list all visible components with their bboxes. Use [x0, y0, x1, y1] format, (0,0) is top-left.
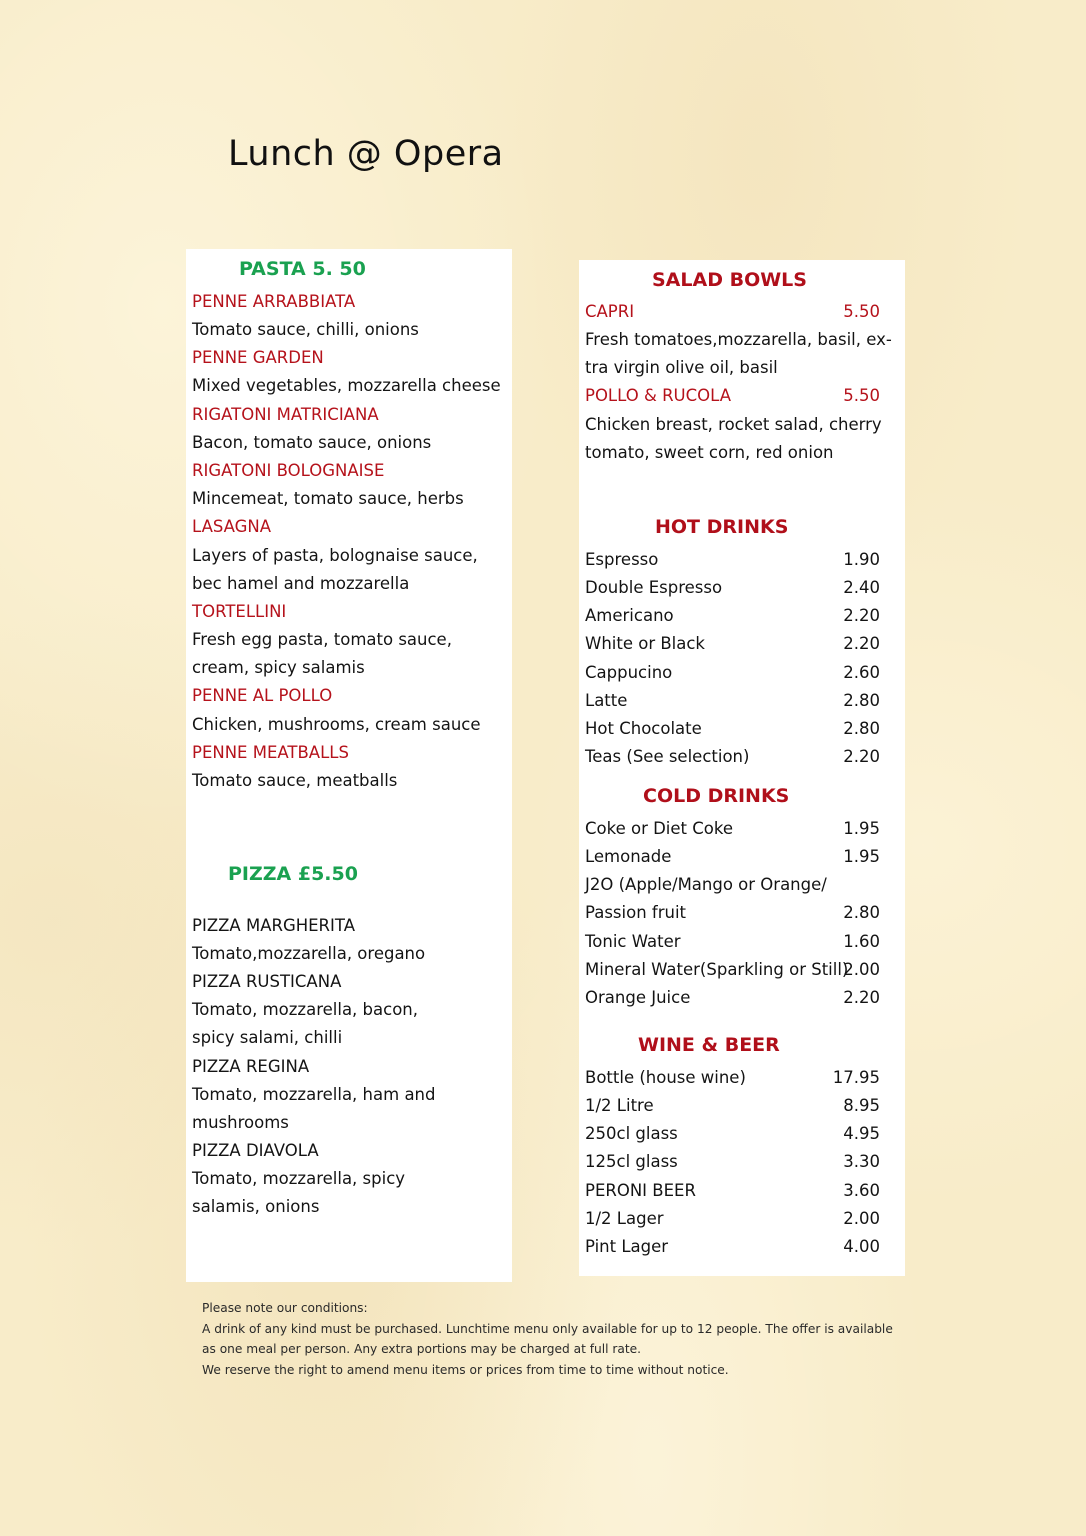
- hot-drink-price: 2.20: [843, 634, 880, 653]
- wine-beer-price: 8.95: [843, 1096, 880, 1115]
- hot-drink-price: 2.80: [843, 691, 880, 710]
- notes-line: A drink of any kind must be purchased. Lunchtime menu only available for up to 12 people. The offer is available: [202, 1321, 893, 1336]
- pasta-item-desc: Tomato sauce, meatballs: [192, 771, 398, 790]
- cold-drink-name: Coke or Diet Coke: [585, 819, 733, 838]
- hot-drink-price: 2.20: [843, 606, 880, 625]
- notes-line: We reserve the right to amend menu items or prices from time to time without notice.: [202, 1362, 729, 1377]
- pizza-item-name: PIZZA DIAVOLA: [192, 1141, 319, 1160]
- pasta-heading: PASTA 5. 50: [239, 258, 366, 280]
- wine-beer-price: 4.95: [843, 1124, 880, 1143]
- page-title: Lunch @ Opera: [228, 134, 504, 174]
- cold-drink-name: Lemonade: [585, 847, 672, 866]
- hot-drink-price: 2.40: [843, 578, 880, 597]
- pasta-item-desc: Bacon, tomato sauce, onions: [192, 433, 432, 452]
- cold-drink-name: Passion fruit: [585, 903, 686, 922]
- salad-item-name: CAPRI: [585, 302, 635, 321]
- cold-drink-price: 2.00: [843, 960, 880, 979]
- hot-drink-name: Hot Chocolate: [585, 719, 702, 738]
- pasta-item-name: PENNE MEATBALLS: [192, 743, 349, 762]
- cold-drink-price: 1.95: [843, 819, 880, 838]
- salad-item-price: 5.50: [843, 302, 880, 321]
- salad-item-price: 5.50: [843, 386, 880, 405]
- cold-drinks-heading: COLD DRINKS: [643, 785, 790, 807]
- pasta-item-desc: Mixed vegetables, mozzarella cheese: [192, 376, 501, 395]
- pizza-item-desc: mushrooms: [192, 1113, 289, 1132]
- pasta-item-desc: cream, spicy salamis: [192, 658, 365, 677]
- pizza-item-desc: spicy salami, chilli: [192, 1028, 343, 1047]
- notes-heading: Please note our conditions:: [202, 1301, 368, 1315]
- hot-drink-name: Espresso: [585, 550, 659, 569]
- wine-beer-name: Pint Lager: [585, 1237, 669, 1256]
- pasta-item-name: PENNE GARDEN: [192, 348, 324, 367]
- cold-drink-price: 1.60: [843, 932, 880, 951]
- pizza-item-name: PIZZA RUSTICANA: [192, 972, 342, 991]
- cold-drink-price: 2.80: [843, 903, 880, 922]
- pasta-item-desc: Layers of pasta, bolognaise sauce,: [192, 546, 478, 565]
- salad-item-desc: tomato, sweet corn, red onion: [585, 443, 834, 462]
- wine-beer-price: 4.00: [843, 1237, 880, 1256]
- pasta-item-desc: Chicken, mushrooms, cream sauce: [192, 715, 481, 734]
- salad-item-name: POLLO & RUCOLA: [585, 386, 731, 405]
- wine-beer-heading: WINE & BEER: [638, 1034, 780, 1056]
- wine-beer-name: 1/2 Lager: [585, 1209, 664, 1228]
- pasta-item-desc: Fresh egg pasta, tomato sauce,: [192, 630, 452, 649]
- cold-drink-price: 1.95: [843, 847, 880, 866]
- cold-drink-name: J2O (Apple/Mango or Orange/: [585, 875, 827, 894]
- pasta-item-desc: Tomato sauce, chilli, onions: [192, 320, 419, 339]
- wine-beer-name: 250cl glass: [585, 1124, 678, 1143]
- salad-bowls-heading: SALAD BOWLS: [652, 269, 807, 291]
- hot-drink-name: White or Black: [585, 634, 705, 653]
- salad-item-desc: Chicken breast, rocket salad, cherry: [585, 415, 882, 434]
- hot-drink-price: 1.90: [843, 550, 880, 569]
- pizza-item-desc: salamis, onions: [192, 1197, 320, 1216]
- wine-beer-price: 17.95: [832, 1068, 880, 1087]
- cold-drink-name: Orange Juice: [585, 988, 691, 1007]
- pizza-item-desc: Tomato, mozzarella, ham and: [192, 1085, 436, 1104]
- hot-drink-name: Teas (See selection): [585, 747, 750, 766]
- pizza-item-name: PIZZA REGINA: [192, 1057, 310, 1076]
- cold-drink-price: 2.20: [843, 988, 880, 1007]
- pasta-item-desc: Mincemeat, tomato sauce, herbs: [192, 489, 464, 508]
- hot-drink-price: 2.60: [843, 663, 880, 682]
- pizza-item-desc: Tomato, mozzarella, bacon,: [192, 1000, 419, 1019]
- right-menu-panel: [579, 260, 905, 1276]
- pizza-item-desc: Tomato, mozzarella, spicy: [192, 1169, 406, 1188]
- cold-drink-name: Tonic Water: [585, 932, 681, 951]
- wine-beer-name: Bottle (house wine): [585, 1068, 746, 1087]
- pizza-heading: PIZZA £5.50: [228, 863, 358, 885]
- wine-beer-name: 125cl glass: [585, 1152, 678, 1171]
- wine-beer-name: PERONI BEER: [585, 1181, 696, 1200]
- hot-drink-name: Cappucino: [585, 663, 673, 682]
- hot-drink-name: Latte: [585, 691, 628, 710]
- pasta-item-name: RIGATONI BOLOGNAISE: [192, 461, 385, 480]
- pasta-item-desc: bec hamel and mozzarella: [192, 574, 410, 593]
- cold-drink-name: Mineral Water(Sparkling or Still): [585, 960, 849, 979]
- pasta-item-name: PENNE ARRABBIATA: [192, 292, 356, 311]
- salad-item-desc: tra virgin olive oil, basil: [585, 358, 778, 377]
- pasta-item-name: PENNE AL POLLO: [192, 686, 333, 705]
- wine-beer-price: 3.60: [843, 1181, 880, 1200]
- conditions-notes: [202, 1298, 902, 1380]
- hot-drink-price: 2.20: [843, 747, 880, 766]
- pasta-item-name: LASAGNA: [192, 517, 272, 536]
- hot-drink-name: Double Espresso: [585, 578, 723, 597]
- hot-drinks-heading: HOT DRINKS: [655, 516, 789, 538]
- pasta-item-name: TORTELLINI: [192, 602, 287, 621]
- notes-line: as one meal per person. Any extra portions may be charged at full rate.: [202, 1342, 642, 1356]
- pizza-item-desc: Tomato,mozzarella, oregano: [192, 944, 426, 963]
- wine-beer-name: 1/2 Litre: [585, 1096, 654, 1115]
- salad-item-desc: Fresh tomatoes,mozzarella, basil, ex-: [585, 330, 892, 349]
- hot-drink-price: 2.80: [843, 719, 880, 738]
- hot-drink-name: Americano: [585, 606, 674, 625]
- wine-beer-price: 3.30: [843, 1152, 880, 1171]
- wine-beer-price: 2.00: [843, 1209, 880, 1228]
- left-menu-panel: [186, 249, 512, 1282]
- pizza-item-name: PIZZA MARGHERITA: [192, 916, 355, 935]
- pasta-item-name: RIGATONI MATRICIANA: [192, 405, 379, 424]
